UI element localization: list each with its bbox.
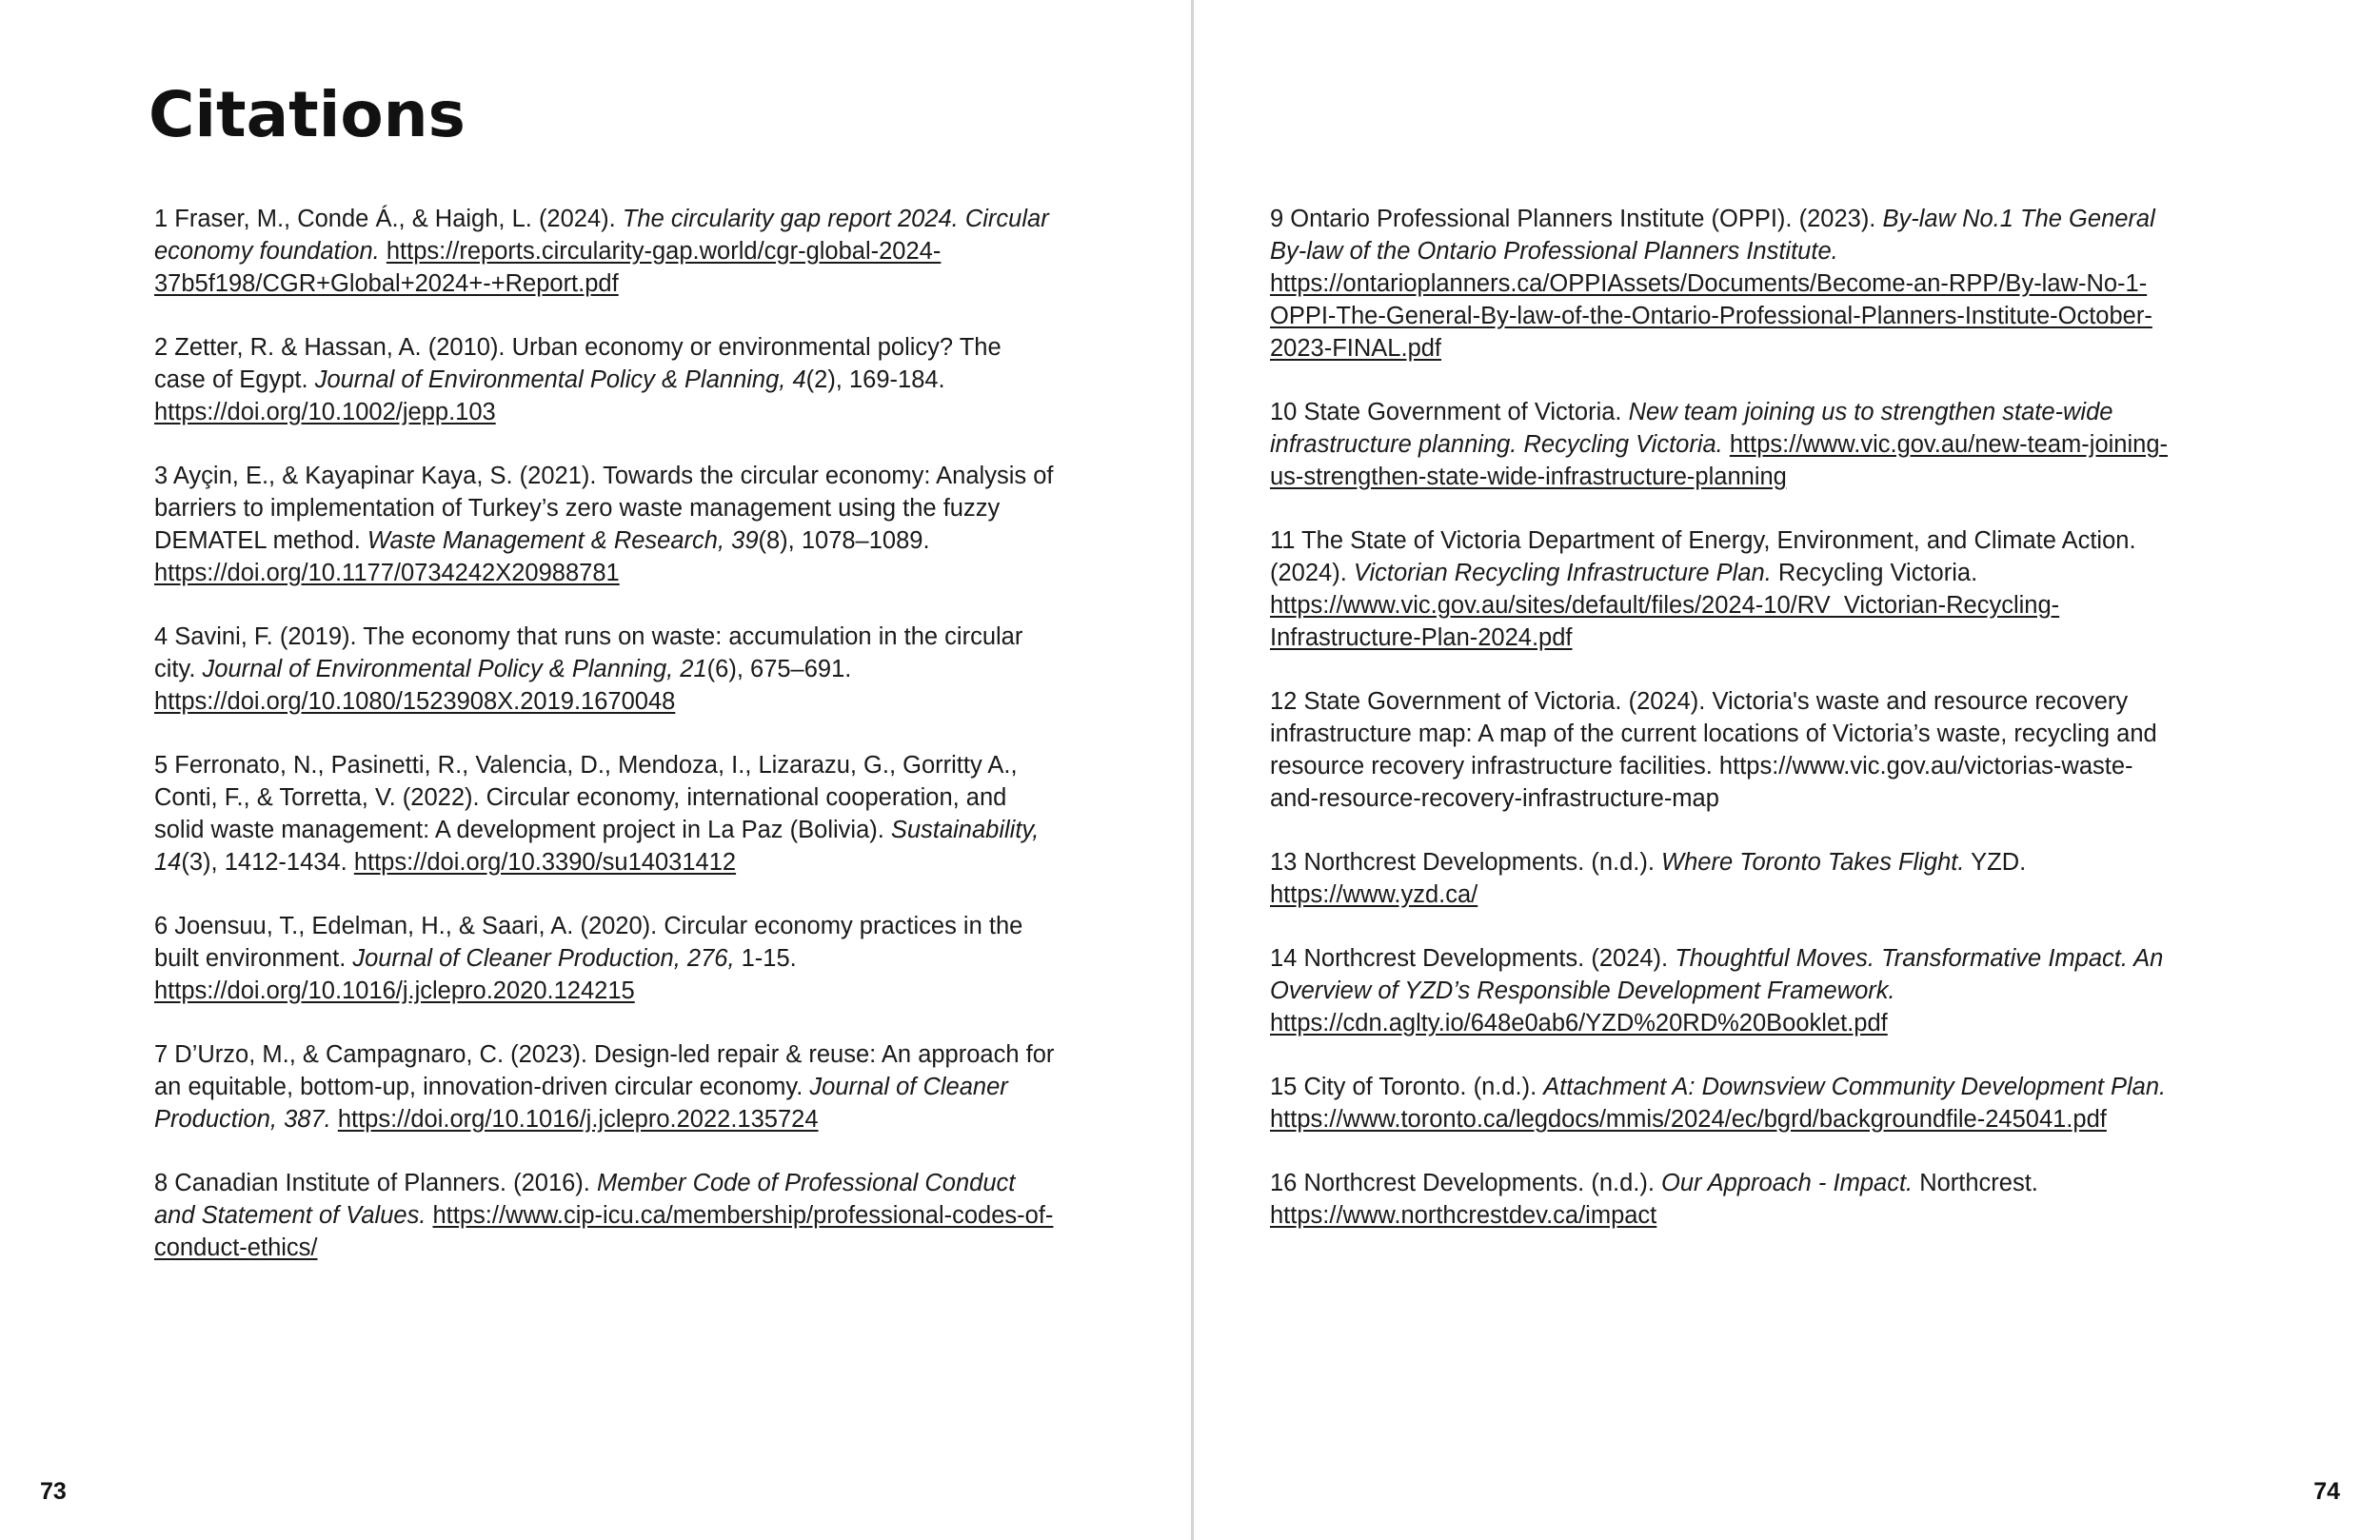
citation-link[interactable]: https://doi.org/10.1177/0734242X20988781 <box>154 560 620 586</box>
page-divider <box>1191 0 1194 1540</box>
citation-link[interactable]: https://doi.org/10.1002/jepp.103 <box>154 399 496 425</box>
citation-link[interactable]: https://reports.circularity-gap.world/cgr-global-2024-37b5f198/CGR+Global+2024+-+Report.pdf <box>154 238 942 297</box>
citation-6: 6 Joensuu, T., Edelman, H., & Saari, A. (2020). Circular economy practices in the built environment. Journal of Cleaner Production, 276, 1-15. https://doi.org/10.1016/j.jclepro.2020.124215 <box>154 913 1023 1004</box>
citation-3: 3 Ayçin, E., & Kayapinar Kaya, S. (2021). Towards the circular economy: Analysis of barriers to implementation of Turkey’s zero waste management using the fuzzy DEMATEL method. Waste Management & Research, 39(8), 1078–1089. https://doi.org/10.1177/0734242X20988781 <box>154 463 1054 586</box>
citation-11: 11 The State of Victoria Department of Energy, Environment, and Climate Action. (2024). Victorian Recycling Infrastructure Plan. Recycling Victoria. https://www.vic.gov.au/sites/default/files/2024-10/RV_Victorian-Recycling-Infrastructure-Plan-2024.pdf <box>1270 527 2136 651</box>
citation-16: 16 Northcrest Developments. (n.d.). Our Approach - Impact. Northcrest. https://www.northcrestdev.ca/impact <box>1270 1170 2038 1229</box>
citation-10: 10 State Government of Victoria. New team joining us to strengthen state-wide infrastructure planning. Recycling Victoria. https://www.vic.gov.au/new-team-joining-us-strengthen-state-wide-infrastructure-planning <box>1270 399 2168 490</box>
citation-14: 14 Northcrest Developments. (2024). Thoughtful Moves. Transformative Impact. An Overview of YZD’s Responsible Development Framework. https://cdn.aglty.io/648e0ab6/YZD%20RD%20Booklet.pdf <box>1270 945 2164 1037</box>
citation-5: 5 Ferronato, N., Pasinetti, R., Valencia, D., Mendoza, I., Lizarazu, G., Gorritty A., Conti, F., & Torretta, V. (2022). Circular economy, international cooperation, and solid waste management: A development project in La Paz (Bolivia). Sustainability, 14(3), 1412-1434. https://doi.org/10.3390/su14031412 <box>154 752 1040 876</box>
citation-link[interactable]: https://cdn.aglty.io/648e0ab6/YZD%20RD%20Booklet.pdf <box>1270 1010 1888 1037</box>
citation-12: 12 State Government of Victoria. (2024). Victoria's waste and resource recovery infrastructure map: A map of the current locations of Victoria’s waste, recycling and resource recovery infrastructure facilities. https://www.vic.gov.au/victorias-waste-and-resource-recovery-infrastructure-map <box>1270 688 2157 812</box>
citation-link[interactable]: https://www.yzd.ca/ <box>1270 881 1478 908</box>
citations-right-column <box>1270 203 2174 1263</box>
citation-13: 13 Northcrest Developments. (n.d.). Where Toronto Takes Flight. YZD. https://www.yzd.ca/ <box>1270 849 2027 908</box>
citation-15: 15 City of Toronto. (n.d.). Attachment A: Downsview Community Development Plan. https://www.toronto.ca/legdocs/mmis/2024/ec/bgrd/backgroundfile-245041.pdf <box>1270 1074 2167 1133</box>
citation-link[interactable]: https://doi.org/10.1016/j.jclepro.2020.124215 <box>154 977 635 1004</box>
citation-link[interactable]: https://www.cip-icu.ca/membership/professional-codes-of-conduct-ethics/ <box>154 1202 1054 1261</box>
citations-left-column <box>154 203 1059 1295</box>
citation-4: 4 Savini, F. (2019). The economy that runs on waste: accumulation in the circular city. Journal of Environmental Policy & Planning, 21(6), 675–691. https://doi.org/10.1080/1523908X.2019.1670048 <box>154 623 1023 715</box>
citation-8: 8 Canadian Institute of Planners. (2016). Member Code of Professional Conduct and Statement of Values. https://www.cip-icu.ca/membership/professional-codes-of-conduct-ethics/ <box>154 1170 1054 1261</box>
citation-link[interactable]: https://www.northcrestdev.ca/impact <box>1270 1202 1657 1229</box>
citation-link[interactable]: https://www.vic.gov.au/sites/default/files/2024-10/RV_Victorian-Recycling-Infrastructure-Plan-2024.pdf <box>1270 592 2060 651</box>
citation-link[interactable]: https://doi.org/10.3390/su14031412 <box>353 849 737 876</box>
page-number-left: 73 <box>40 1478 67 1505</box>
citation-link[interactable]: https://ontarioplanners.ca/OPPIAssets/Documents/Become-an-RPP/By-law-No-1-OPPI-The-General-By-law-of-the-Ontario-Professional-Planners-Institute-October-2023-FINAL.pdf <box>1270 270 2152 362</box>
page-title: Citations <box>149 78 466 151</box>
citation-plain-url: https://www.vic.gov.au/victorias-waste-and-resource-recovery-infrastructure-map <box>1270 753 2133 812</box>
citation-link[interactable]: https://www.vic.gov.au/new-team-joining-us-strengthen-state-wide-infrastructure-planning <box>1270 431 2168 490</box>
page-number-right: 74 <box>2313 1478 2340 1505</box>
citation-link[interactable]: https://doi.org/10.1016/j.jclepro.2022.135724 <box>337 1106 819 1133</box>
citation-link[interactable]: https://www.toronto.ca/legdocs/mmis/2024/ec/bgrd/backgroundfile-245041.pdf <box>1270 1106 2107 1133</box>
citation-1: 1 Fraser, M., Conde Á., & Haigh, L. (2024). The circularity gap report 2024. Circular economy foundation. https://reports.circularity-gap.world/cgr-global-2024-37b5f198/CGR+Global+2024+-+Report.pdf <box>154 206 1049 297</box>
citation-9: 9 Ontario Professional Planners Institute (OPPI). (2023). By-law No.1 The General By-law of the Ontario Professional Planners Institute. https://ontarioplanners.ca/OPPIAssets/Documents/Become-an-RPP/By-law-No-1-OPPI-The-General-By-law-of-the-Ontario-Professional-Planners-Institute-October-2023-FINAL.pdf <box>1270 206 2155 362</box>
citation-2: 2 Zetter, R. & Hassan, A. (2010). Urban economy or environmental policy? The case of Egypt. Journal of Environmental Policy & Planning, 4(2), 169-184. https://doi.org/10.1002/jepp.103 <box>154 334 1002 425</box>
citation-link[interactable]: https://doi.org/10.1080/1523908X.2019.1670048 <box>154 688 676 715</box>
citation-7: 7 D’Urzo, M., & Campagnaro, C. (2023). Design-led repair & reuse: An approach for an equitable, bottom-up, innovation-driven circular economy. Journal of Cleaner Production, 387. https://doi.org/10.1016/j.jclepro.2022.135724 <box>154 1041 1055 1133</box>
